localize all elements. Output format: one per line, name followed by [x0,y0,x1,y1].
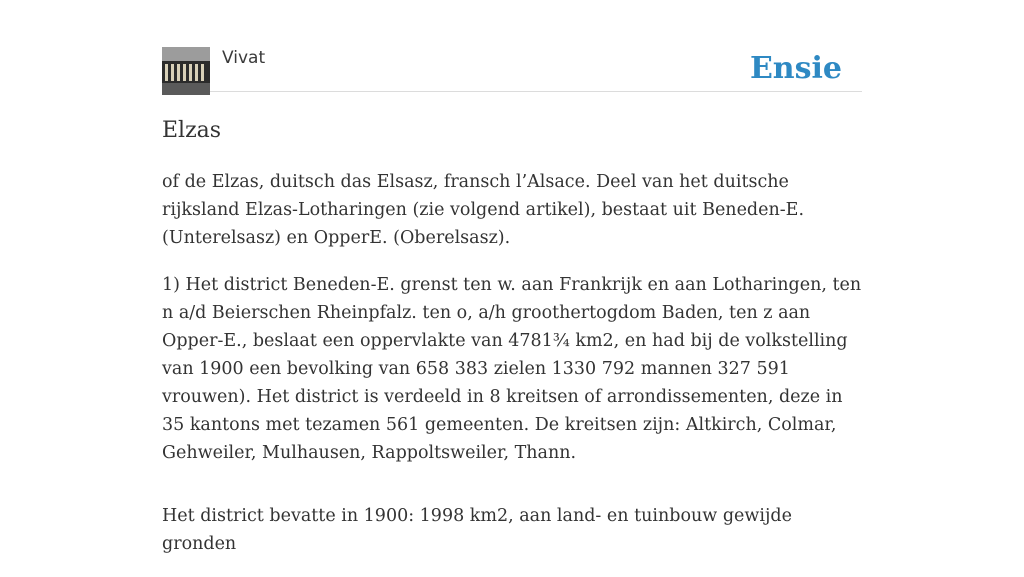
article-title: Elzas [162,118,222,143]
author-avatar[interactable] [162,47,210,95]
building-photo-icon [162,47,210,95]
article-body [162,168,862,577]
ensie-logo-link[interactable]: Ensie [749,51,842,86]
article-paragraph: 1) Het district Beneden-E. grenst ten w. aan Frankrijk en aan Lotharingen, ten n a/d Beierschen Rheinpfalz. ten o, a/h groothertogdom Baden, ten z aan Opper-E., beslaat een oppervlakte van 4781¾ km2, en had bij de volkstelling van 1900 een bevolking van 658 383 zielen 1330 792 mannen 327 591 vrouwen). Het district is verdeeld in 8 kreitsen of arrondissementen, deze in 35 kantons met tezamen 561 gemeenten. De kreitsen zijn: Altkirch, Colmar, Gehweiler, Mulhausen, Rappoltsweiler, Thann. [162,275,862,463]
article-paragraph: of de Elzas, duitsch das Elsasz, fransch l’Alsace. Deel van het duitsche rijksland Elzas-Lotharingen (zie volgend artikel), bestaat uit Beneden-E. (Unterelsasz) en OpperE. (Oberelsasz). [162,172,805,248]
article-paragraph: Het district bevatte in 1900: 1998 km2, aan land- en tuinbouw gewijde gronden [162,506,792,554]
article-header [162,0,862,92]
content-column [162,0,862,554]
author-name-link[interactable]: Vivat [222,48,266,68]
